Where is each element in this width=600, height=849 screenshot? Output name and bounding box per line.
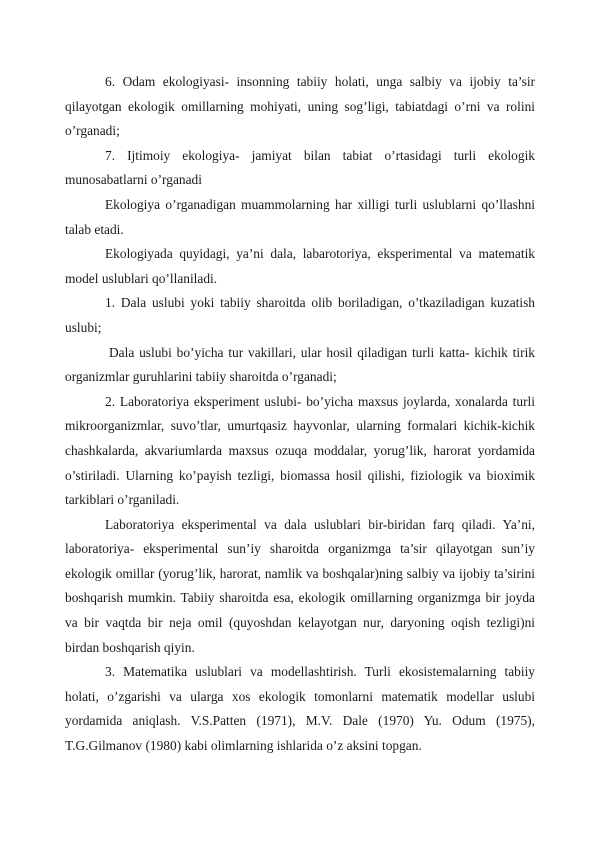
paragraph-farq: Laboratoriya eksperimental va dala uslublari bir-biridan farq qiladi. Ya’ni, laboratoriya- eksperimental sun’iy sharoitda organizmga ta’sir qilayotgan sun’iy ekologik omillar (yorug’lik, harorat, namlik va boshqalar)ning salbiy va ijobiy ta’sirini boshqarish mumkin. Tabiiy sharoitda esa, ekologik omillarning organizmga bir joyda va bir vaqtda bir neja omil (quyoshdan kelayotgan nur, daryoning oqish tezligi)ni birdan boshqarish qiyin.: [65, 516, 535, 655]
paragraph-muammolar: Ekologiya o’rganadigan muammolarning har xilligi turli uslublarni qo’llashni talab etadi.: [65, 196, 535, 237]
paragraph-dala-uslubi: 1. Dala uslubi yoki tabiiy sharoitda olib boriladigan, o’tkaziladigan kuzatish uslubi;: [65, 295, 535, 335]
paragraph-laboratoriya-uslubi: 2. Laboratoriya eksperiment uslubi- bo’yicha maxsus joylarda, xonalarda turli mikroorganizmlar, suvo’tlar, umurtqasiz hayvonlar, ularning formalari kichik-kichik chashkalarda, akvariumlarda maxsus ozuqa moddalar, yorug’lik, harorat yordamida o’stiriladi. Ularning ko’payish tezligi, biomassa hosil qilishi, fiziologik va bioximik tarkiblari o’rganiladi.: [65, 393, 535, 508]
paragraph-odam-ekologiyasi: 6. Odam ekologiyasi- insonning tabiiy holati, unga salbiy va ijobiy ta’sir qilayotgan ekologik omillarning mohiyati, uning sog’ligi, tabiatdagi o’rni va rolini o’rganadi;: [65, 74, 535, 139]
paragraph-matematika-uslublari: 3. Matematika uslublari va modellashtirish. Turli ekosistemalarning tabiiy holati, o’zgarishi va ularga xos ekologik tomonlarni matematik modellar uslubi yordamida aniqlash. V.S.Patten (1971), M.V. Dale (1970) Yu. Odum (1975), T.G.Gilmanov (1980) kabi olimlarning ishlarida o’z aksini topgan.: [65, 664, 535, 754]
paragraph-ijtimoiy-ekologiya: 7. Ijtimoiy ekologiya- jamiyat bilan tabiat o’rtasidagi turli ekologik munosabatlarni o’rganadi: [65, 147, 535, 188]
paragraph-dala-uslubi-izoh: Dala uslubi bo’yicha tur vakillari, ular hosil qiladigan turli katta- kichik tirik organizmlar guruhlarini tabiiy sharoitda o’rganadi;: [65, 344, 535, 385]
paragraph-uslublar: Ekologiyada quyidagi, ya’ni dala, labarotoriya, eksperimental va matematik model uslublari qo’llaniladi.: [65, 246, 535, 286]
document-page: [65, 70, 535, 759]
